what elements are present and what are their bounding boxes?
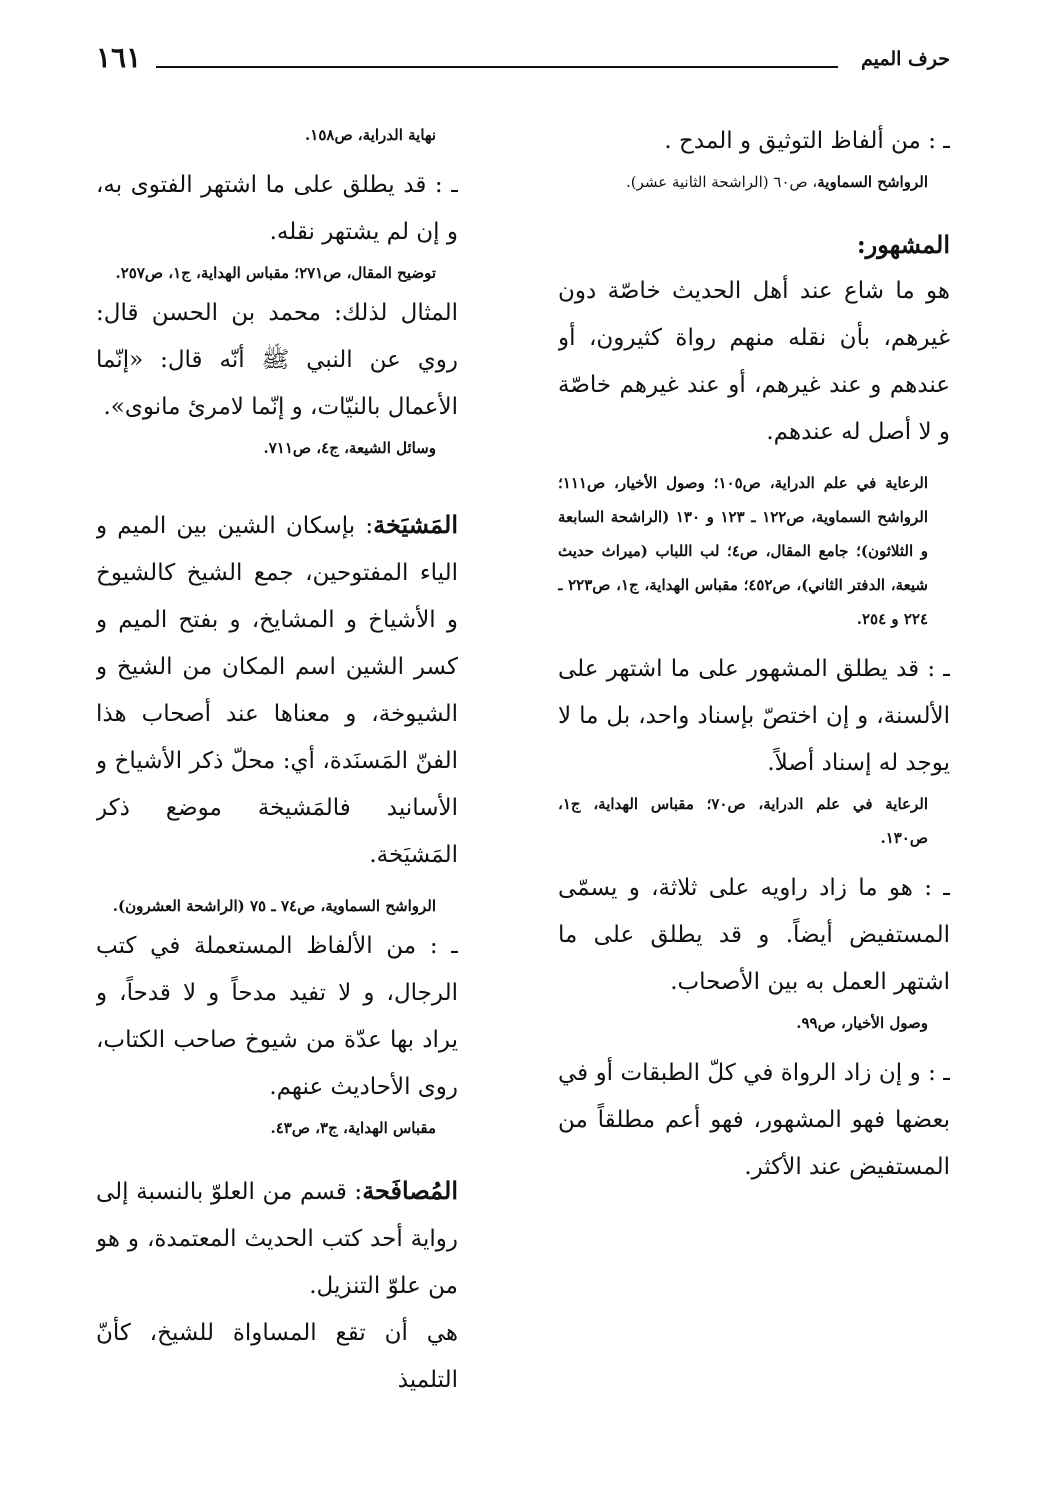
entry-musafaha [96, 1167, 458, 1310]
entry-sense: ـ : من ألفاظ التوثيق و المدح . [664, 128, 950, 154]
headword-mashhur: المشهور: [856, 230, 950, 259]
reference: وسائل الشيعة، ج٤، ص٧١١. [263, 439, 436, 457]
entry-mashyakha [96, 501, 458, 879]
reference-source: الرواشح السماوية [817, 173, 928, 191]
reference [558, 165, 928, 199]
reference: نهاية الدراية، ص١٥٨. [305, 126, 436, 144]
example: المثال لذلك: محمد بن الحسن قال: روي عن النبي ﷺ أنّه قال: «إنّما الأعمال بالنيّات، و إنّما لامرئ مانوى». [96, 300, 458, 420]
reference: وصول الأخيار، ص٩٩. [796, 1014, 928, 1032]
section-title: حرف الميم [861, 48, 950, 70]
reference: الرعاية في علم الدراية، ص١٠٥؛ وصول الأخيار، ص١١١؛ الرواشح السماوية، ص١٢٢ ـ ١٢٣ و ١٣٠ (الراشحة السابعة و الثلاثون)؛ جامع المقال، ص٤؛ لب اللباب (ميراث حديث شيعة، الدفتر الثاني)، ص٤٥٢؛ مقباس الهداية، ج١، ص٢٢٣ ـ ٢٢٤ و ٢٥٤. [558, 474, 928, 628]
entry-sense: ـ : و إن زاد الرواة في كلّ الطبقات أو في بعضها فهو المشهور، فهو أعم مطلقاً من المستفيض عند الأكثر. [558, 1060, 950, 1180]
reference: مقباس الهداية، ج٣، ص٤٣. [270, 1119, 436, 1137]
reference: الرواشح السماوية، ص٧٤ ـ ٧٥ (الراشحة العشرون). [112, 897, 436, 915]
entry-sense: ـ : قد يطلق المشهور على ما اشتهر على الألسنة، و إن اختصّ بإسناد واحد، بل ما لا يوجد له إسناد أصلاً. [558, 656, 950, 776]
entry-sense: ـ : قد يطلق على ما اشتهر الفتوى به، و إن لم يشتهر نقله. [96, 172, 458, 245]
definition: : بإسكان الشين بين الميم و الياء المفتوحين، جمع الشيخ كالشيوخ و الأشياخ و المشايخ، و بفتح الميم و كسر الشين اسم المكان من الشيخ و الشيوخة، و معناها عند أصحاب هذا الفنّ المَسنَدة، أي: محلّ ذكر الأشياخ و الأسانيد فالمَشيخة موضع ذكر المَشيَخة. [96, 513, 458, 868]
reference-detail: ، ص٦٠ (الراشحة الثانية عشر). [625, 173, 818, 191]
header-rule [156, 66, 838, 68]
definition: : قسم من العلوّ بالنسبة إلى رواية أحد كتب الحديث المعتمدة، و هو من علوّ التنزيل. [96, 1179, 458, 1299]
definition: هو ما شاع عند أهل الحديث خاصّة دون غيرهم، بأن نقله منهم رواة كثيرون، أو عندهم و عند غيرهم، أو عند غيرهم خاصّة و لا أصل له عندهم. [558, 278, 950, 445]
entry-sense: ـ : من الألفاظ المستعملة في كتب الرجال، و لا تفيد مدحاً و لا قدحاً، و يراد بها عدّة من شيوخ صاحب الكتاب، روى الأحاديث عنهم. [96, 933, 458, 1100]
headword-musafaha: المُصافَحة [362, 1176, 458, 1205]
reference: توضيح المقال، ص٢٧١؛ مقباس الهداية، ج١، ص٢٥٧. [115, 264, 436, 282]
page-number: ١٦١ [96, 41, 142, 74]
reference: الرعاية في علم الدراية، ص٧٠؛ مقباس الهداية، ج١، ص١٣٠. [558, 795, 928, 847]
headword-mashyakha: المَشيَخة [373, 510, 458, 539]
left-column [96, 118, 458, 1464]
continuation-text: هي أن تقع المساواة للشيخ، كأنّ التلميذ [96, 1320, 458, 1393]
right-column [558, 118, 950, 1464]
page-header [96, 38, 950, 78]
entry-sense: ـ : هو ما زاد راويه على ثلاثة، و يسمّى المستفيض أيضاً. و قد يطلق على ما اشتهر العمل به بين الأصحاب. [558, 875, 950, 995]
